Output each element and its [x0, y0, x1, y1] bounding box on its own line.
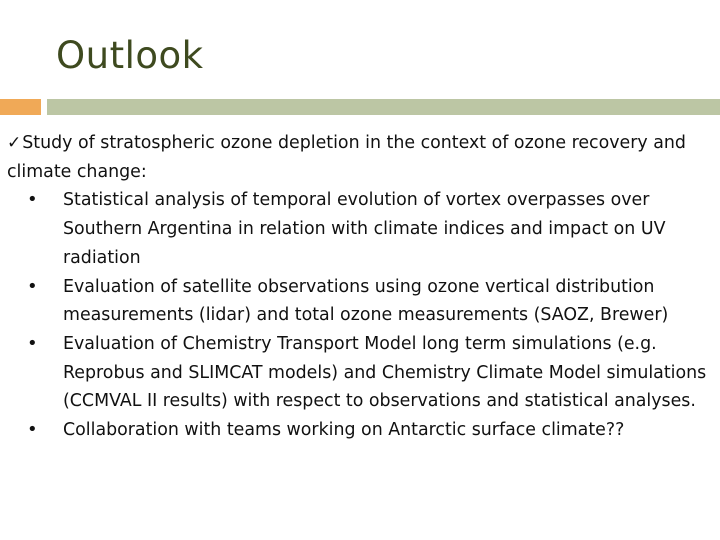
list-item-text: Collaboration with teams working on Antarctic surface climate?? — [63, 420, 625, 441]
list-item — [27, 330, 712, 416]
lead-text: Study of stratospheric ozone depletion in the context of ozone recovery and climate change: — [7, 133, 686, 182]
title-underline-bar — [47, 99, 720, 115]
list-item — [27, 416, 712, 445]
list-item — [27, 186, 712, 272]
slide-title: Outlook — [56, 34, 204, 77]
bullet-list — [7, 186, 712, 444]
bullet-icon: • — [27, 332, 38, 354]
list-item-text: Statistical analysis of temporal evolution of vortex overpasses over Southern Argentina in relation with climate indices and impact on UV radiation — [63, 190, 666, 268]
list-item — [27, 273, 712, 330]
checkmark-icon: ✓ — [7, 133, 22, 153]
bullet-icon: • — [27, 275, 38, 297]
bullet-icon: • — [27, 419, 38, 441]
bullet-icon: • — [27, 189, 38, 211]
list-item-text: Evaluation of Chemistry Transport Model long term simulations (e.g. Reprobus and SLIMCAT models) and Chemistry Climate Model simulations (CCMVAL II results) with respect to observations and statistical analyses. — [63, 333, 707, 412]
list-item-text: Evaluation of satellite observations using ozone vertical distribution measurements (lidar) and total ozone measurements (SAOZ, Brewer) — [63, 276, 669, 326]
lead-paragraph — [7, 129, 712, 186]
title-accent-bar — [0, 99, 41, 115]
slide-body — [7, 129, 712, 445]
